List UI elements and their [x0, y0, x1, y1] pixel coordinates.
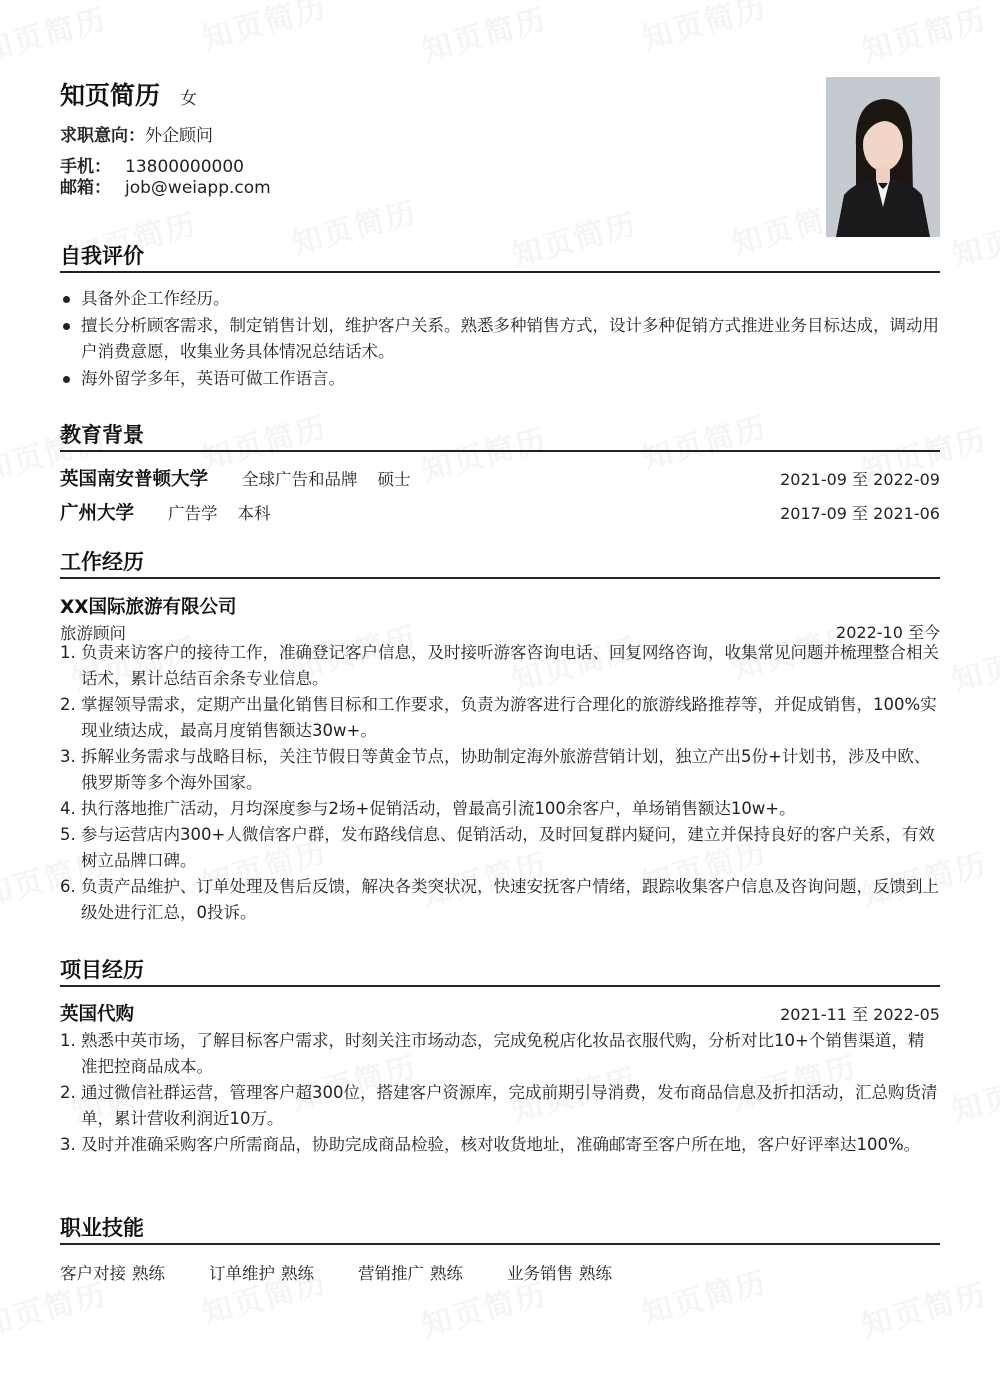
item-number: 4. [60, 799, 76, 818]
list-item [60, 822, 940, 874]
watermark-text [946, 624, 1000, 700]
education-meta [242, 466, 411, 490]
job-role: 旅游顾问 [60, 624, 126, 643]
email-line [60, 178, 271, 199]
item-text: 通过微信社群运营，管理客户超300位，搭建客户资源库，完成前期引导消费，发布商品信息及折扣活动，汇总购货清单，累计营收利润近10万。 [81, 1083, 938, 1128]
list-item [60, 640, 940, 692]
skill-name: 业务销售 [507, 1264, 573, 1283]
item-number: 3. [60, 747, 76, 766]
section-title-self-eval: 自我评价 [60, 243, 940, 273]
watermark-text [856, 0, 991, 70]
list-item [60, 744, 940, 796]
education-meta [168, 500, 271, 524]
work-duty-list [60, 640, 940, 926]
list-item: 海外留学多年，英语可做工作语言。 [60, 366, 940, 393]
skill-level: 熟练 [132, 1264, 165, 1283]
item-text: 拆解业务需求与战略目标，关注节假日等黄金节点，协助制定海外旅游营销计划，独立产出5份+计划书，涉及中欧、俄罗斯等多个海外国家。 [81, 747, 931, 792]
contact-info [60, 157, 271, 199]
phone-value: 13800000000 [125, 157, 244, 177]
education-row [60, 465, 940, 491]
job-intent [60, 121, 213, 146]
list-item: 擅长分析顾客需求，制定销售计划，维护客户关系。熟悉多种销售方式，设计多种促销方式推进业务目标达成，调动用户消费意愿，收集业务具体情况总结话术。 [60, 313, 940, 366]
school-name: 广州大学 [60, 503, 135, 524]
watermark-text [946, 1054, 1000, 1130]
item-text: 参与运营店内300+人微信客户群，发布路线信息、促销活动，及时回复群内疑问，建立并保持良好的客户关系，有效树立品牌口碑。 [81, 825, 935, 870]
phone-line [60, 157, 271, 178]
list-item [60, 874, 940, 926]
section-title-work: 工作经历 [60, 549, 940, 579]
phone-label: 手机： [60, 157, 111, 177]
section-title-project: 项目经历 [60, 957, 940, 987]
list-item [60, 1080, 940, 1132]
skill-name: 营销推广 [358, 1264, 424, 1283]
education-row [60, 499, 940, 525]
skill-name: 客户对接 [60, 1264, 126, 1283]
project-row [60, 1000, 940, 1026]
section-title-skills: 职业技能 [60, 1215, 940, 1245]
project-duty-list [60, 1028, 940, 1158]
watermark-text [636, 0, 771, 58]
skill-item [358, 1260, 463, 1284]
item-text: 熟悉中英市场，了解目标客户需求，时刻关注市场动态，完成免税店化妆品衣服代购，分析对比10+个销售渠道，精准把控商品成本。 [81, 1031, 925, 1076]
skill-level: 熟练 [579, 1264, 612, 1283]
self-eval-list [60, 286, 940, 392]
list-item [60, 1028, 940, 1080]
item-number: 2. [60, 695, 76, 714]
list-item: 具备外企工作经历。 [60, 286, 940, 313]
skill-level: 熟练 [430, 1264, 463, 1283]
project-date: 2021-11 至 2022-05 [780, 1005, 940, 1024]
email-label: 邮箱： [60, 178, 111, 198]
candidate-gender: 女 [180, 89, 198, 109]
item-text: 执行落地推广活动，月均深度参与2场+促销活动，曾最高引流100余客户，单场销售额达10w+。 [81, 799, 796, 818]
list-item [60, 1132, 940, 1158]
item-text: 及时并准确采购客户所需商品，协助完成商品检验，核对收货地址，准确邮寄至客户所在地，客户好评率达100%。 [81, 1135, 921, 1154]
item-number: 6. [60, 877, 76, 896]
skills-list [60, 1260, 656, 1284]
candidate-name: 知页简历 [60, 81, 161, 110]
school-name: 英国南安普顿大学 [60, 469, 209, 490]
job-intent-label: 求职意向： [60, 126, 145, 146]
project-name: 英国代购 [60, 1004, 135, 1025]
item-number: 3. [60, 1135, 76, 1154]
watermark-text [636, 1257, 771, 1333]
education-date: 2017-09 至 2021-06 [780, 504, 940, 523]
major: 广告学 [168, 504, 218, 523]
skill-level: 熟练 [281, 1264, 314, 1283]
email-value: job@weiapp.com [125, 178, 271, 198]
watermark-text [856, 1269, 991, 1345]
work-date: 2022-10 至今 [836, 623, 940, 642]
watermark-text [196, 0, 331, 58]
list-item [60, 796, 940, 822]
skill-name: 订单维护 [209, 1264, 275, 1283]
section-title-education: 教育背景 [60, 422, 940, 452]
list-item [60, 692, 940, 744]
item-text: 掌握领导需求，定期产出量化销售目标和工作要求，负责为游客进行合理化的旅游线路推荐等，并促成销售，100%实现业绩达成，最高月度销售额达30w+。 [81, 695, 937, 740]
job-intent-value: 外企顾问 [145, 126, 213, 146]
education-date: 2021-09 至 2022-09 [780, 470, 940, 489]
skill-item [209, 1260, 314, 1284]
name-row [60, 76, 197, 112]
item-number: 1. [60, 643, 76, 662]
watermark-text [416, 0, 551, 70]
degree: 硕士 [377, 470, 411, 489]
watermark-text [0, 0, 112, 70]
company-name: XX国际旅游有限公司 [60, 597, 237, 618]
skill-item [507, 1260, 612, 1284]
major: 全球广告和品牌 [242, 470, 358, 489]
skill-item [60, 1260, 165, 1284]
watermark-text [946, 199, 1000, 275]
item-number: 1. [60, 1031, 76, 1050]
item-text: 负责产品维护、订单处理及售后反馈，解决各类突状况，快速安抚客户情绪，跟踪收集客户信息及咨询问题，反馈到上级处进行汇总，0投诉。 [81, 877, 939, 922]
item-text: 负责来访客户的接待工作，准确登记客户信息，及时接听游客咨询电话、回复网络咨询，收集常见问题并梳理整合相关话术，累计总结百余条专业信息。 [81, 643, 939, 688]
profile-photo [826, 77, 940, 237]
degree: 本科 [237, 504, 271, 523]
item-number: 5. [60, 825, 76, 844]
item-number: 2. [60, 1083, 76, 1102]
